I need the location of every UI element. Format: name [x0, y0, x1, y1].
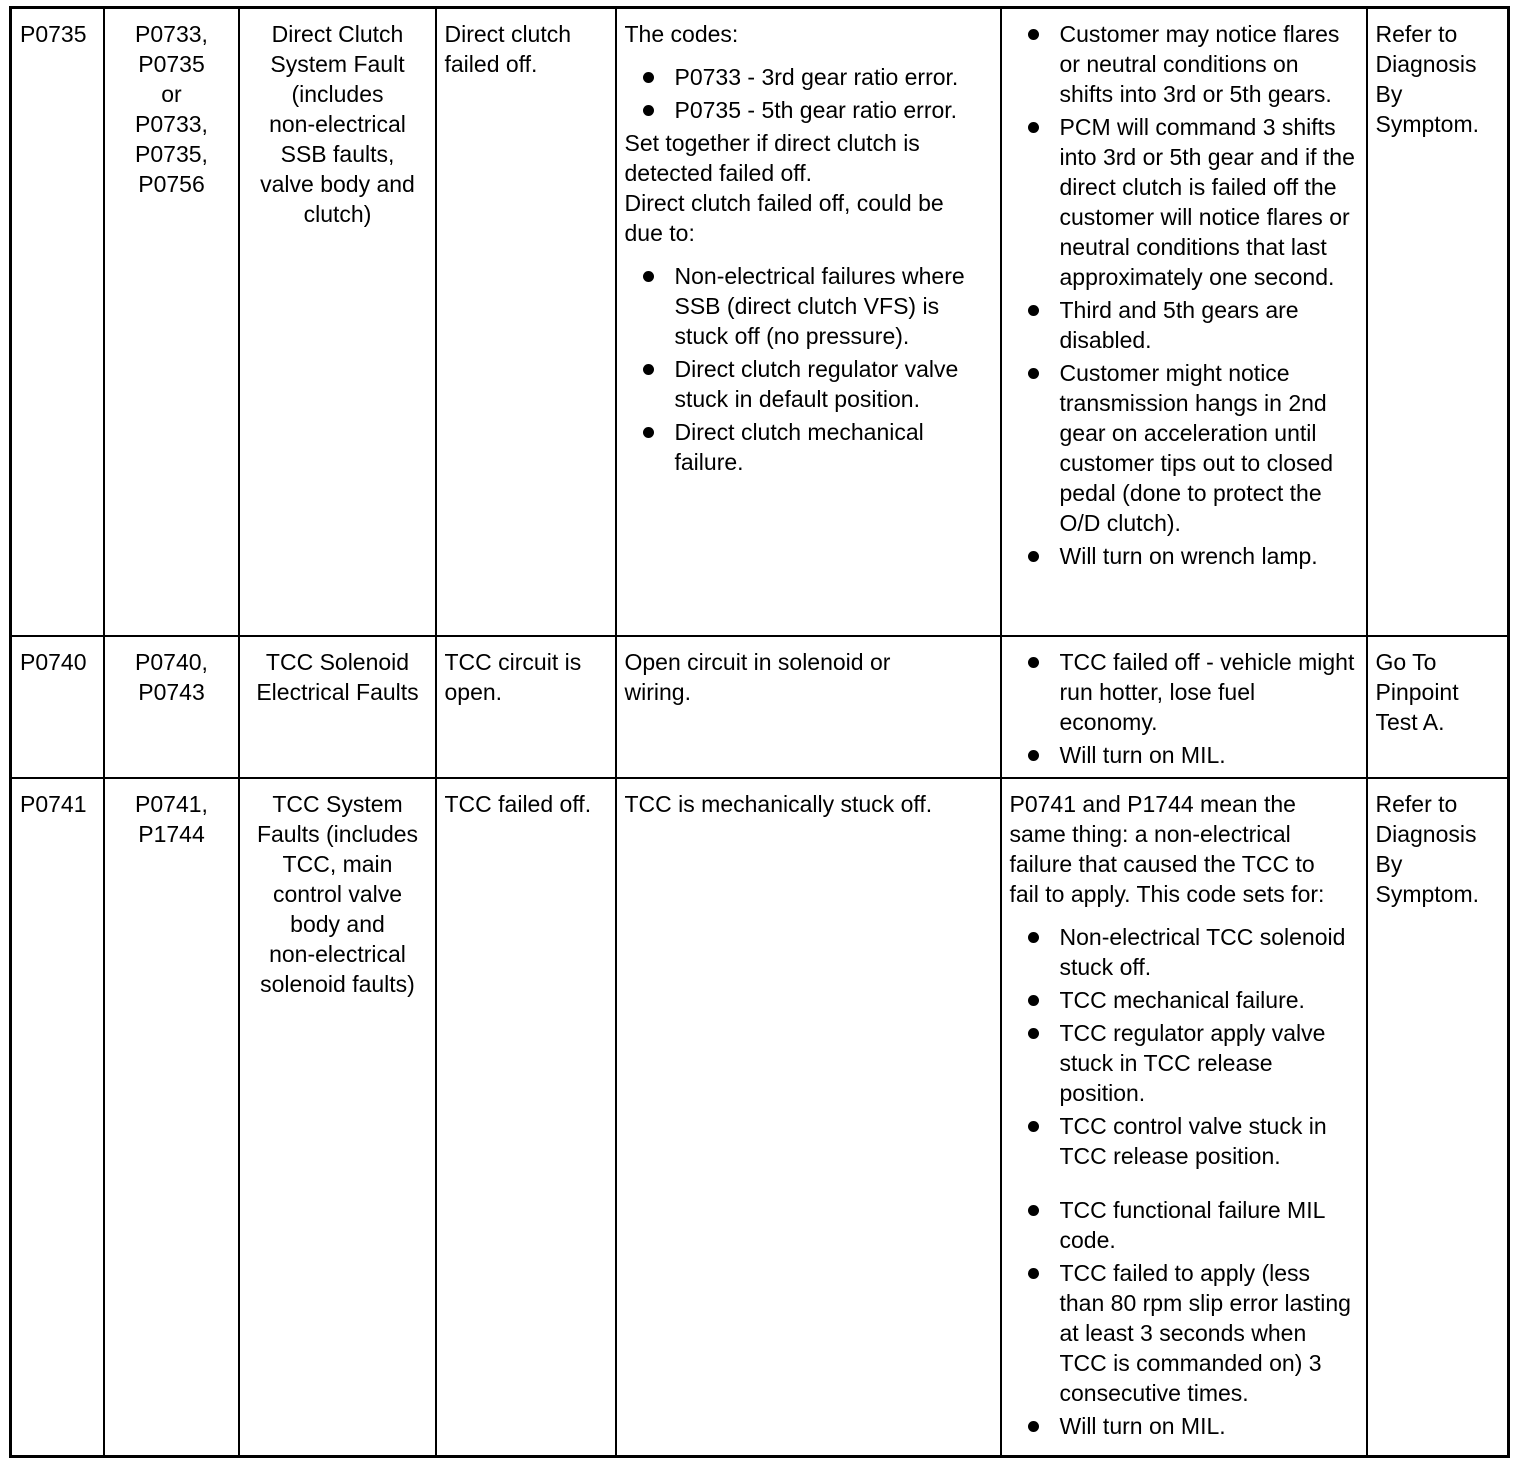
description-cell: TCC circuit is open.: [436, 636, 616, 778]
dtc-cell: P0740: [11, 636, 104, 778]
list-item: TCC mechanical failure.: [1010, 985, 1359, 1015]
cause-list: [625, 261, 993, 477]
symptoms-cell: [1001, 636, 1367, 778]
list-item: P0735 - 5th gear ratio error.: [625, 95, 993, 125]
list-item: Direct clutch regulator valve stuck in default position.: [625, 354, 993, 414]
list-item: Non-electrical failures where SSB (direct clutch VFS) is stuck off (no pressure).: [625, 261, 993, 351]
table-row-p0740: [11, 636, 1509, 778]
component-cell: Direct Clutch System Fault (includes non-electrical SSB faults, valve body and clutch): [239, 8, 436, 636]
list-item: Will turn on MIL.: [1010, 740, 1359, 770]
conditions-cell: Open circuit in solenoid or wiring.: [616, 636, 1001, 778]
list-item: Direct clutch mechanical failure.: [625, 417, 993, 477]
symptom-list: [1010, 647, 1359, 770]
code-line: or: [161, 81, 182, 107]
codes-cell: [104, 8, 239, 636]
list-item: Will turn on wrench lamp.: [1010, 541, 1359, 571]
list-item: TCC functional failure MIL code.: [1010, 1195, 1359, 1255]
list-item: TCC failed to apply (less than 80 rpm slip error lasting at least 3 seconds when TCC is commanded on) 3 consecutive times.: [1010, 1258, 1359, 1408]
action-cell: Go To Pinpoint Test A.: [1367, 636, 1509, 778]
table-row-p0741: [11, 778, 1509, 1457]
codes-cell: P0740, P0743: [104, 636, 239, 778]
symptoms-cell: P0741 and P1744 mean the same thing: a non-electrical failure that caused the TCC to fail to apply. This code sets for: Non-electrical TCC solenoid stuck off. TCC mechanical failure. TCC regulator apply valve stuck in TCC release position. TCC control valve stuck in TCC release position. TCC functional failure MIL code. TCC failed to apply (less than 80 rpm slip error lasting at least 3 seconds when TCC is commanded on) 3 consecutive times. Will turn on MIL.: [1001, 778, 1367, 1457]
description-cell: Direct clutch failed off.: [436, 8, 616, 636]
description-cell: TCC failed off.: [436, 778, 616, 1457]
list-item: Customer may notice flares or neutral conditions on shifts into 3rd or 5th gears.: [1010, 19, 1359, 109]
symptom-list: [1010, 922, 1359, 1441]
list-item: P0733 - 3rd gear ratio error.: [625, 62, 993, 92]
code-list: [625, 62, 993, 125]
code-line: P0733,: [135, 21, 208, 47]
list-item: Will turn on MIL.: [1010, 1411, 1359, 1441]
conditions-cell: The codes: P0733 - 3rd gear ratio error. P0735 - 5th gear ratio error. Set together if direct clutch is detected failed off. Direct clutch failed off, could be due to: Non-electrical failures where SSB (direct clutch VFS) is stuck off (no pressure). Direct clutch regulator valve stuck in default position. Direct clutch mechanical failure.: [616, 8, 1001, 636]
list-item: Customer might notice transmission hangs in 2nd gear on acceleration until customer tips out to closed pedal (done to protect the O/D clutch).: [1010, 358, 1359, 538]
list-item: Third and 5th gears are disabled.: [1010, 295, 1359, 355]
component-cell: TCC Solenoid Electrical Faults: [239, 636, 436, 778]
dtc-cell: P0735: [11, 8, 104, 636]
list-item: TCC control valve stuck in TCC release position.: [1010, 1111, 1359, 1171]
list-item: PCM will command 3 shifts into 3rd or 5th gear and if the direct clutch is failed off the customer will notice flares or neutral conditions that last approximately one second.: [1010, 112, 1359, 292]
list-item: TCC failed off - vehicle might run hotter, lose fuel economy.: [1010, 647, 1359, 737]
code-line: P0756: [138, 171, 205, 197]
code-line: P0733,: [135, 111, 208, 137]
list-item: Non-electrical TCC solenoid stuck off.: [1010, 922, 1359, 982]
action-cell: Refer to Diagnosis By Symptom.: [1367, 8, 1509, 636]
component-cell: TCC System Faults (includes TCC, main control valve body and non-electrical solenoid faults): [239, 778, 436, 1457]
dtc-cell: P0741: [11, 778, 104, 1457]
dtc-table: [9, 6, 1510, 1458]
table-row-p0735: [11, 8, 1509, 636]
list-item: TCC regulator apply valve stuck in TCC release position.: [1010, 1018, 1359, 1108]
conditions-cell: TCC is mechanically stuck off.: [616, 778, 1001, 1457]
action-cell: Refer to Diagnosis By Symptom.: [1367, 778, 1509, 1457]
symptoms-cell: [1001, 8, 1367, 636]
codes-cell: P0741, P1744: [104, 778, 239, 1457]
symptom-list: [1010, 19, 1359, 571]
code-line: P0735: [138, 51, 205, 77]
code-line: P0735,: [135, 141, 208, 167]
